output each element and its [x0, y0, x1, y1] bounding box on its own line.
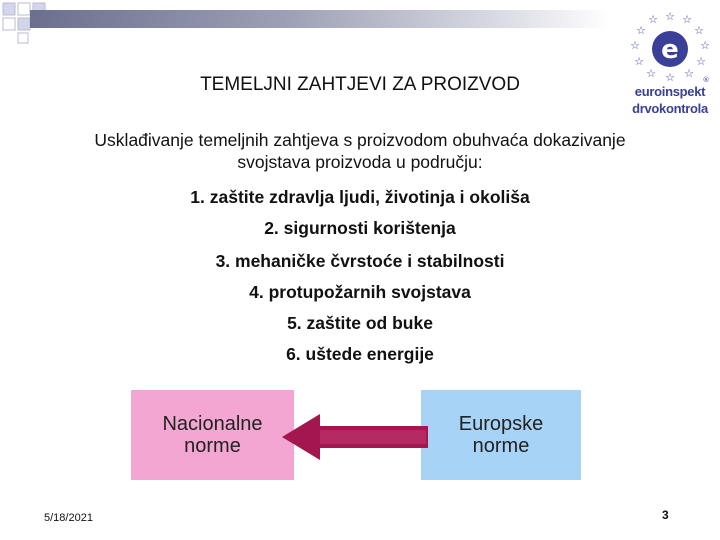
header-gradient-band — [30, 10, 610, 28]
left-arrow-icon — [280, 412, 430, 462]
intro-paragraph — [40, 129, 680, 173]
svg-text:☆: ☆ — [630, 39, 640, 52]
svg-text:☆: ☆ — [634, 55, 644, 68]
svg-text:☆: ☆ — [646, 67, 656, 80]
svg-text:☆: ☆ — [665, 10, 675, 23]
svg-text:☆: ☆ — [648, 13, 658, 26]
svg-text:☆: ☆ — [700, 39, 710, 52]
logo-text-drvokontrola: drvokontrola — [632, 101, 708, 116]
requirement-item-6: 6. uštede energije — [286, 344, 434, 364]
logo-letter: e — [661, 35, 679, 65]
logo-text-euroinspekt: euroinspekt — [634, 84, 706, 99]
svg-text:☆: ☆ — [682, 13, 692, 26]
intro-line-2: svojstava proizvoda u području: — [237, 152, 483, 172]
requirement-item-3: 3. mehaničke čvrstoće i stabilnosti — [215, 251, 505, 271]
national-norms-line-2: norme — [184, 435, 241, 457]
national-norms-line-1: Nacionalne — [162, 413, 263, 435]
svg-text:☆: ☆ — [665, 71, 675, 84]
european-norms-box — [421, 390, 581, 480]
svg-text:☆: ☆ — [684, 67, 694, 80]
requirement-item-5: 5. zaštite od buke — [287, 313, 433, 333]
european-norms-line-1: Europske — [458, 413, 544, 435]
page-number: 3 — [662, 508, 669, 522]
svg-text:☆: ☆ — [694, 24, 704, 37]
registered-mark: ® — [702, 76, 710, 84]
svg-text:☆: ☆ — [696, 55, 706, 68]
slide-date: 5/18/2021 — [44, 512, 93, 524]
svg-text:☆: ☆ — [636, 24, 646, 37]
requirement-item-4: 4. protupožarnih svojstava — [249, 282, 471, 302]
national-norms-box — [131, 390, 294, 480]
requirement-item-1: 1. zaštite zdravlja ljudi, životinja i okoliša — [190, 187, 530, 207]
european-norms-line-2: norme — [472, 435, 530, 457]
slide-title: TEMELJNI ZAHTJEVI ZA PROIZVOD — [200, 74, 520, 95]
intro-line-1: Usklađivanje temeljnih zahtjeva s proizvodom obuhvaća dokazivanje — [94, 130, 626, 150]
requirement-item-2: 2. sigurnosti korištenja — [264, 218, 456, 238]
